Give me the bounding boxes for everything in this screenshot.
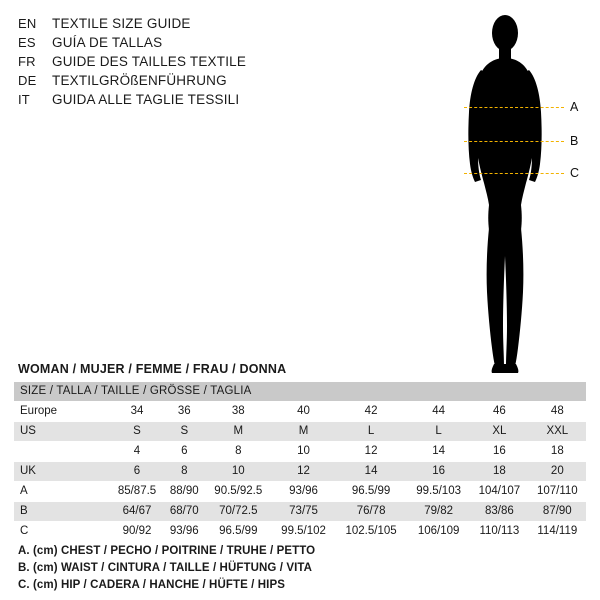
measure-line-b bbox=[464, 141, 564, 142]
cell: 36 bbox=[164, 402, 205, 422]
cell: 8 bbox=[205, 442, 273, 462]
language-code: FR bbox=[18, 54, 36, 69]
measure-label-b: B bbox=[570, 134, 579, 148]
language-code: EN bbox=[18, 16, 37, 31]
cell: 90.5/92.5 bbox=[205, 482, 273, 502]
cell: 18 bbox=[470, 462, 529, 482]
table-row bbox=[14, 522, 586, 542]
language-row bbox=[18, 14, 318, 33]
legend-line-b: B. (cm) WAIST / CINTURA / TAILLE / HÜFTUNG / VITA bbox=[18, 562, 313, 574]
cell: 85/87.5 bbox=[110, 482, 164, 502]
cell: 68/70 bbox=[164, 502, 205, 522]
table-header-label: SIZE / TALLA / TAILLE / GRÖSSE / TAGLIA bbox=[14, 382, 586, 402]
cell: 16 bbox=[470, 442, 529, 462]
table-header-row bbox=[14, 382, 586, 402]
cell: 14 bbox=[407, 442, 470, 462]
table-row bbox=[14, 502, 586, 522]
cell: 14 bbox=[335, 462, 407, 482]
table-row bbox=[14, 402, 586, 422]
cell: 99.5/103 bbox=[407, 482, 470, 502]
cell: 79/82 bbox=[407, 502, 470, 522]
cell: 6 bbox=[110, 462, 164, 482]
row-label: UK bbox=[14, 462, 110, 482]
cell: 87/90 bbox=[529, 502, 586, 522]
language-row bbox=[18, 90, 318, 109]
language-title: GUIDA ALLE TAGLIE TESSILI bbox=[52, 92, 240, 107]
measure-line-a bbox=[464, 107, 564, 108]
cell: XXL bbox=[529, 422, 586, 442]
row-label: B bbox=[14, 502, 110, 522]
cell: 12 bbox=[272, 462, 335, 482]
female-silhouette-icon bbox=[440, 8, 570, 376]
cell: 83/86 bbox=[470, 502, 529, 522]
cell: 12 bbox=[335, 442, 407, 462]
cell: 70/72.5 bbox=[205, 502, 273, 522]
cell: 114/119 bbox=[529, 522, 586, 542]
legend-line-a: A. (cm) CHEST / PECHO / POITRINE / TRUHE / PETTO bbox=[18, 545, 316, 557]
table-row bbox=[14, 442, 586, 462]
cell: 20 bbox=[529, 462, 586, 482]
language-code: DE bbox=[18, 73, 37, 88]
cell: 96.5/99 bbox=[205, 522, 273, 542]
cell: 96.5/99 bbox=[335, 482, 407, 502]
cell: M bbox=[205, 422, 273, 442]
legend-line-c: C. (cm) HIP / CADERA / HANCHE / HÜFTE / HIPS bbox=[18, 579, 286, 591]
cell: 10 bbox=[272, 442, 335, 462]
language-row bbox=[18, 33, 318, 52]
cell: 18 bbox=[529, 442, 586, 462]
cell: XL bbox=[470, 422, 529, 442]
cell: L bbox=[335, 422, 407, 442]
cell: 90/92 bbox=[110, 522, 164, 542]
cell: 93/96 bbox=[272, 482, 335, 502]
row-label: C bbox=[14, 522, 110, 542]
gender-label: WOMAN / MUJER / FEMME / FRAU / DONNA bbox=[18, 362, 287, 376]
cell: 4 bbox=[110, 442, 164, 462]
cell: 46 bbox=[470, 402, 529, 422]
cell: 93/96 bbox=[164, 522, 205, 542]
cell: 6 bbox=[164, 442, 205, 462]
measure-label-c: C bbox=[570, 166, 580, 180]
cell: 8 bbox=[164, 462, 205, 482]
cell: 16 bbox=[407, 462, 470, 482]
cell: 104/107 bbox=[470, 482, 529, 502]
cell: L bbox=[407, 422, 470, 442]
cell: 64/67 bbox=[110, 502, 164, 522]
cell: 38 bbox=[205, 402, 273, 422]
cell: 48 bbox=[529, 402, 586, 422]
row-label bbox=[14, 442, 110, 462]
row-label: Europe bbox=[14, 402, 110, 422]
measure-label-a: A bbox=[570, 100, 579, 114]
language-title: TEXTILE SIZE GUIDE bbox=[52, 16, 191, 31]
cell: 88/90 bbox=[164, 482, 205, 502]
cell: 44 bbox=[407, 402, 470, 422]
size-table bbox=[14, 382, 586, 542]
cell: 10 bbox=[205, 462, 273, 482]
language-title: TEXTILGRÖßENFÜHRUNG bbox=[52, 73, 227, 88]
language-row bbox=[18, 71, 318, 90]
cell: 107/110 bbox=[529, 482, 586, 502]
language-title-block bbox=[18, 14, 318, 109]
cell: 73/75 bbox=[272, 502, 335, 522]
cell: 110/113 bbox=[470, 522, 529, 542]
cell: M bbox=[272, 422, 335, 442]
table-row bbox=[14, 422, 586, 442]
cell: 106/109 bbox=[407, 522, 470, 542]
language-code: ES bbox=[18, 35, 36, 50]
cell: 102.5/105 bbox=[335, 522, 407, 542]
cell: 99.5/102 bbox=[272, 522, 335, 542]
table-row bbox=[14, 482, 586, 502]
cell: 76/78 bbox=[335, 502, 407, 522]
cell: 42 bbox=[335, 402, 407, 422]
cell: 34 bbox=[110, 402, 164, 422]
row-label: A bbox=[14, 482, 110, 502]
cell: S bbox=[164, 422, 205, 442]
language-title: GUÍA DE TALLAS bbox=[52, 35, 163, 50]
measure-line-c bbox=[464, 173, 564, 174]
language-title: GUIDE DES TAILLES TEXTILE bbox=[52, 54, 247, 69]
measurement-legend bbox=[18, 543, 315, 594]
table-row bbox=[14, 462, 586, 482]
language-code: IT bbox=[18, 92, 30, 107]
cell: 40 bbox=[272, 402, 335, 422]
cell: S bbox=[110, 422, 164, 442]
row-label: US bbox=[14, 422, 110, 442]
language-row bbox=[18, 52, 318, 71]
figure-diagram bbox=[410, 8, 600, 376]
